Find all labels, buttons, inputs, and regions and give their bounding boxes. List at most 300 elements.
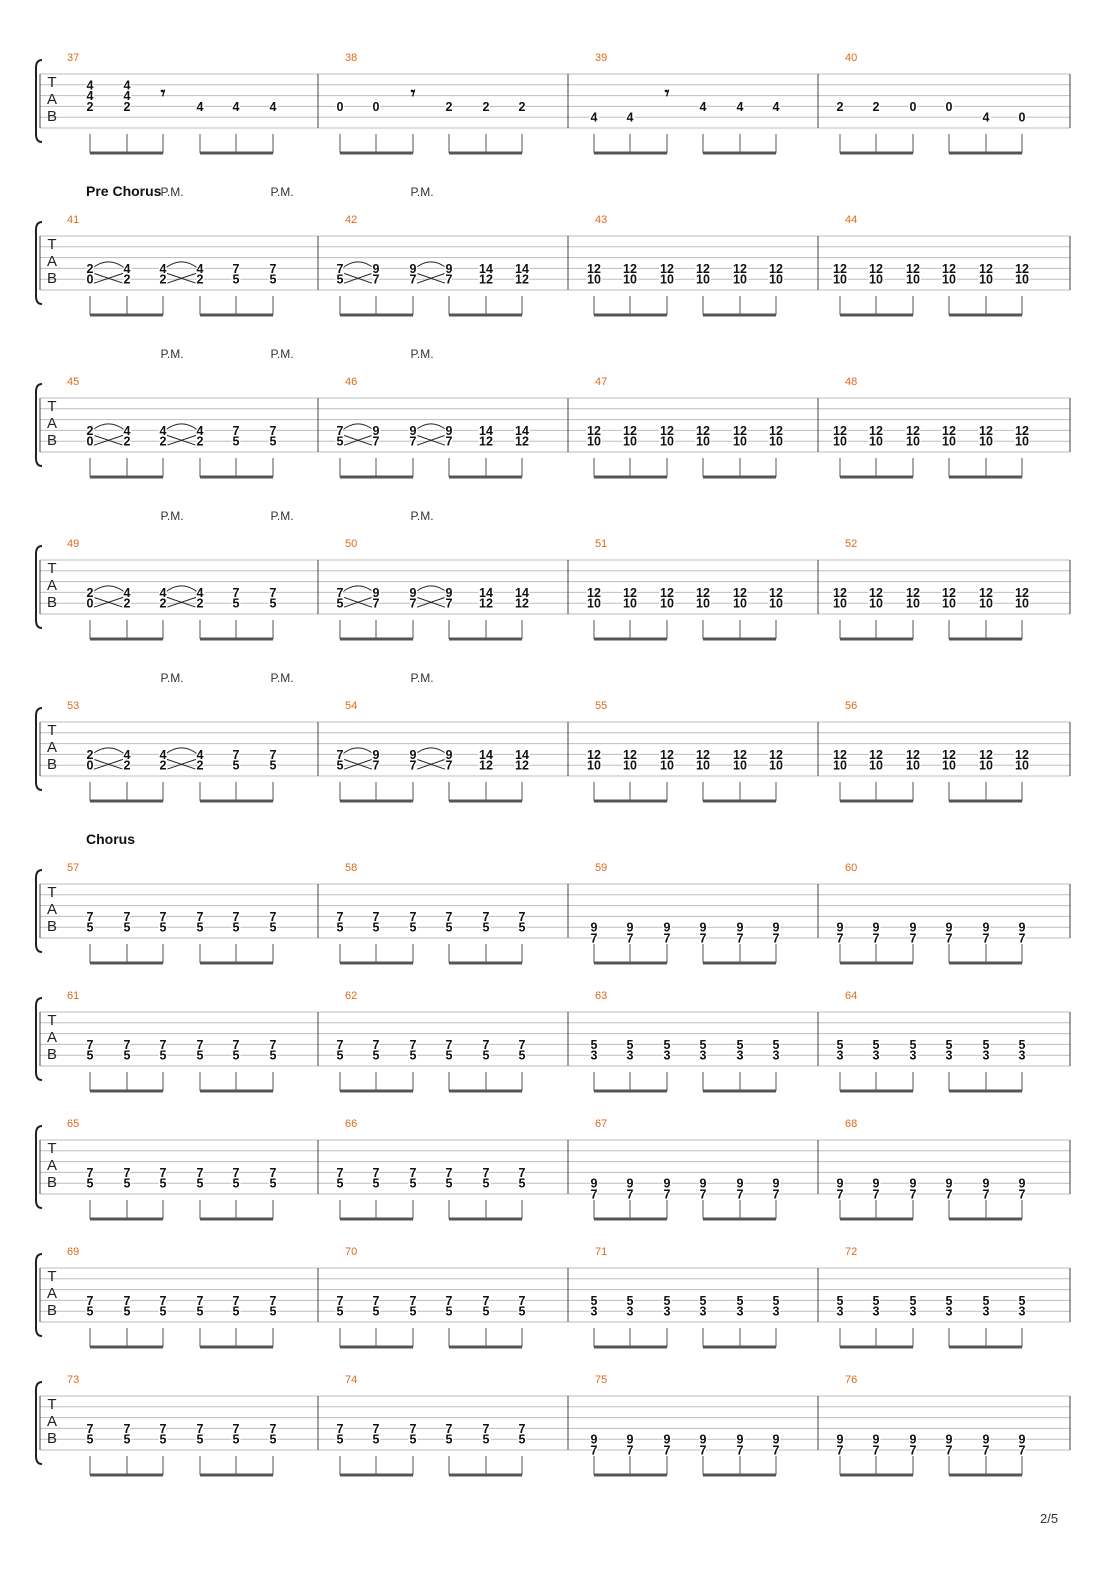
fret-number: 10 [1015,272,1029,287]
fret-number: 10 [979,272,993,287]
fret-number: 10 [623,596,637,611]
fret-number: 9 [699,920,707,935]
slide-arc [92,586,125,593]
fret-number: 3 [945,1304,953,1319]
measure [67,1374,277,1475]
fret-number: 4 [123,585,131,600]
fret-number: 9 [699,1176,707,1191]
tab-system [36,183,1070,315]
fret-number: 5 [232,272,240,287]
tab-clef-letter: A [46,253,58,270]
fret-number: 5 [945,1037,953,1052]
fret-number: 10 [769,758,783,773]
fret-number: 4 [123,261,131,276]
tab-system [36,831,1070,963]
fret-number: 7 [159,1293,167,1308]
fret-number: 7 [445,1165,453,1180]
measure-number: 56 [845,700,858,712]
fret-number: 7 [336,1165,344,1180]
measure [587,700,783,801]
fret-number: 9 [836,1432,844,1447]
fret-number: 10 [869,272,883,287]
fret-number: 7 [232,1165,240,1180]
measure-number: 76 [845,1374,858,1386]
fret-number: 7 [409,1421,417,1436]
fret-number: 3 [982,1048,990,1063]
fret-number: 5 [159,920,167,935]
fret-number: 10 [979,434,993,449]
palm-mute-marker: P.M. [410,185,434,199]
fret-number: 9 [699,1432,707,1447]
fret-number: 7 [86,1293,94,1308]
measure-number: 67 [595,1118,608,1130]
fret-number: 5 [836,1037,844,1052]
measure-number: 66 [345,1118,358,1130]
fret-number: 10 [587,596,601,611]
fret-number: 5 [196,1304,204,1319]
fret-number: 10 [769,596,783,611]
fret-number: 14 [515,261,529,276]
measure-number: 59 [595,862,608,874]
tab-clef-letter: B [46,1046,58,1063]
measure-number: 52 [845,538,858,550]
fret-number: 10 [696,434,710,449]
fret-number: 14 [479,747,493,762]
fret-number: 10 [696,272,710,287]
fret-number: 7 [445,1293,453,1308]
measure [337,862,526,963]
tab-system [36,990,1070,1091]
slide-arc [415,748,447,755]
measure-number: 70 [345,1246,358,1258]
system-bracket [36,870,42,952]
fret-number: 10 [979,758,993,773]
fret-number: 12 [479,596,493,611]
fret-number: 9 [836,1176,844,1191]
fret-number: 7 [159,1421,167,1436]
fret-number: 7 [1018,1187,1026,1202]
fret-number: 7 [945,1443,953,1458]
slide-arc [342,748,374,755]
measure [587,376,783,477]
fret-number: 7 [663,931,671,946]
fret-number: 12 [696,585,710,600]
fret-number: 5 [232,758,240,773]
fret-number: 12 [733,747,747,762]
fret-number: 7 [196,1165,204,1180]
fret-number: 5 [232,920,240,935]
fret-number: 7 [409,434,417,449]
section-label: Pre Chorus [86,183,162,199]
fret-number: 5 [159,1048,167,1063]
fret-number: 12 [869,261,883,276]
measure [67,700,277,801]
fret-number: 7 [372,1037,380,1052]
fret-number: 7 [663,1187,671,1202]
fret-number: 5 [86,1176,94,1191]
tab-system [36,671,1070,801]
tab-clef-letter: B [46,594,58,611]
fret-number: 10 [587,434,601,449]
tab-clef-letter: A [46,1029,58,1046]
fret-number: 9 [909,1432,917,1447]
fret-number: 7 [269,747,277,762]
fret-number: 7 [1018,931,1026,946]
fret-number: 10 [733,596,747,611]
tab-clef-letter: A [46,415,58,432]
fret-number: 5 [409,1048,417,1063]
fret-number: 5 [482,1176,490,1191]
fret-number: 5 [269,272,277,287]
fret-number: 7 [123,1293,131,1308]
fret-number: 4 [269,99,277,114]
fret-number: 12 [587,585,601,600]
fret-number: 3 [663,1304,671,1319]
fret-number: 5 [123,1176,131,1191]
measure [837,1246,1026,1347]
palm-mute-marker: P.M. [270,185,294,199]
fret-number: 2 [518,99,526,114]
tab-clef-letter: A [46,577,58,594]
fret-number: 7 [232,1421,240,1436]
fret-number: 2 [196,758,204,773]
fret-number: 5 [159,1304,167,1319]
measure-number: 68 [845,1118,858,1130]
measure [67,990,277,1091]
fret-number: 12 [1015,423,1029,438]
measure [591,990,780,1091]
fret-number: 5 [196,1048,204,1063]
fret-number: 4 [159,585,167,600]
fret-number: 10 [942,272,956,287]
fret-number: 9 [1018,1176,1026,1191]
measure [587,538,783,639]
system-bracket [36,546,42,628]
measure-number: 72 [845,1246,858,1258]
fret-number: 7 [336,423,344,438]
measure [837,862,1026,963]
fret-number: 4 [86,89,94,104]
fret-number: 7 [232,423,240,438]
fret-number: 7 [269,1293,277,1308]
fret-number: 7 [836,1187,844,1202]
fret-number: 2 [196,596,204,611]
measure-number: 41 [67,214,80,226]
fret-number: 5 [482,1432,490,1447]
fret-number: 7 [445,434,453,449]
fret-number: 3 [945,1048,953,1063]
fret-number: 7 [86,909,94,924]
fret-number: 7 [336,261,344,276]
fret-number: 5 [336,1432,344,1447]
fret-number: 9 [626,920,634,935]
fret-number: 10 [869,596,883,611]
fret-number: 10 [833,596,847,611]
fret-number: 3 [909,1048,917,1063]
fret-number: 12 [906,261,920,276]
fret-number: 12 [1015,261,1029,276]
fret-number: 10 [769,272,783,287]
fret-number: 12 [696,261,710,276]
measure-number: 42 [345,214,358,226]
fret-number: 5 [372,1304,380,1319]
measure-number: 54 [345,700,358,712]
fret-number: 5 [336,1304,344,1319]
fret-number: 10 [979,596,993,611]
fret-number: 7 [590,1443,598,1458]
measure [337,700,529,801]
fret-number: 5 [409,1176,417,1191]
fret-number: 5 [445,920,453,935]
fret-number: 9 [663,1176,671,1191]
fret-number: 3 [872,1048,880,1063]
fret-number: 12 [942,747,956,762]
slide-arc [92,748,125,755]
fret-number: 5 [86,1048,94,1063]
fret-number: 7 [518,1165,526,1180]
measure-number: 58 [345,862,358,874]
fret-number: 12 [587,261,601,276]
fret-number: 12 [1015,585,1029,600]
fret-number: 9 [982,1432,990,1447]
fret-number: 5 [590,1293,598,1308]
fret-number: 5 [663,1293,671,1308]
fret-number: 4 [736,99,744,114]
fret-number: 5 [159,1432,167,1447]
fret-number: 7 [909,931,917,946]
tab-clef-letter: A [46,1413,58,1430]
fret-number: 7 [232,585,240,600]
tab-clef-letter: B [46,918,58,935]
fret-number: 5 [196,920,204,935]
fret-number: 10 [906,596,920,611]
fret-number: 12 [623,261,637,276]
fret-number: 7 [518,1293,526,1308]
fret-number: 9 [872,1176,880,1191]
fret-number: 3 [1018,1304,1026,1319]
fret-number: 7 [445,272,453,287]
page-number: 2/5 [1040,1511,1059,1526]
fret-number: 12 [696,423,710,438]
fret-number: 12 [479,758,493,773]
measure [67,52,277,153]
fret-number: 12 [515,434,529,449]
tab-clef-letter: A [46,739,58,756]
fret-number: 3 [909,1304,917,1319]
fret-number: 3 [736,1048,744,1063]
fret-number: 12 [869,423,883,438]
slide-arc [342,424,374,431]
fret-number: 5 [626,1037,634,1052]
fret-number: 7 [445,758,453,773]
fret-number: 5 [482,1304,490,1319]
fret-number: 10 [906,434,920,449]
fret-number: 7 [269,1165,277,1180]
fret-number: 7 [409,272,417,287]
fret-number: 7 [626,1187,634,1202]
fret-number: 7 [518,1421,526,1436]
fret-number: 9 [1018,920,1026,935]
fret-number: 7 [518,1037,526,1052]
fret-number: 7 [909,1187,917,1202]
section-label: Chorus [86,831,135,847]
measure [591,862,780,963]
measure-number: 75 [595,1374,608,1386]
slide-arc [165,748,198,755]
fret-number: 5 [372,1176,380,1191]
fret-number: 5 [232,1176,240,1191]
measure [337,52,526,153]
tab-clef-letter: B [46,1430,58,1447]
fret-number: 12 [979,261,993,276]
measure-number: 71 [595,1246,608,1258]
fret-number: 0 [909,99,917,114]
fret-number: 7 [372,1421,380,1436]
fret-number: 5 [123,1048,131,1063]
fret-number: 10 [833,272,847,287]
fret-number: 12 [623,423,637,438]
fret-number: 5 [372,1432,380,1447]
fret-number: 10 [1015,434,1029,449]
tab-clef-letter: T [47,74,57,91]
tab-clef-letter: B [46,108,58,125]
fret-number: 3 [772,1048,780,1063]
fret-number: 2 [159,434,167,449]
fret-number: 10 [733,434,747,449]
measure [591,1118,780,1219]
fret-number: 4 [699,99,707,114]
fret-number: 5 [772,1293,780,1308]
fret-number: 5 [409,920,417,935]
fret-number: 5 [1018,1037,1026,1052]
fret-number: 5 [269,434,277,449]
fret-number: 9 [590,1432,598,1447]
fret-number: 10 [906,272,920,287]
fret-number: 7 [482,909,490,924]
fret-number: 5 [336,758,344,773]
slide-arc [165,262,198,269]
fret-number: 14 [479,261,493,276]
fret-number: 5 [372,920,380,935]
fret-number: 9 [372,585,380,600]
fret-number: 5 [336,596,344,611]
fret-number: 10 [906,758,920,773]
fret-number: 7 [232,1293,240,1308]
fret-number: 7 [196,1421,204,1436]
fret-number: 12 [869,747,883,762]
fret-number: 7 [269,1421,277,1436]
fret-number: 5 [982,1037,990,1052]
fret-number: 7 [982,1443,990,1458]
fret-number: 9 [982,920,990,935]
fret-number: 7 [372,434,380,449]
fret-number: 7 [482,1421,490,1436]
fret-number: 7 [982,931,990,946]
fret-number: 5 [518,1304,526,1319]
fret-number: 2 [159,758,167,773]
measure-number: 61 [67,990,80,1002]
fret-number: 0 [86,758,94,773]
fret-number: 12 [979,747,993,762]
palm-mute-marker: P.M. [160,185,184,199]
fret-number: 5 [269,596,277,611]
tab-clef-letter: B [46,1302,58,1319]
slide-arc [165,424,198,431]
fret-number: 4 [626,110,634,125]
fret-number: 14 [515,423,529,438]
measure [67,1246,277,1347]
fret-number: 7 [86,1421,94,1436]
fret-number: 4 [196,585,204,600]
fret-number: 4 [86,78,94,93]
fret-number: 2 [86,585,94,600]
eighth-rest-symbol: 𝄾 [664,83,670,103]
slide-arc [415,262,447,269]
system-bracket [36,222,42,304]
fret-number: 7 [336,747,344,762]
fret-number: 12 [479,272,493,287]
measure-number: 63 [595,990,608,1002]
measure-number: 43 [595,214,608,226]
fret-number: 7 [372,909,380,924]
slide-arc [415,586,447,593]
fret-number: 9 [945,1176,953,1191]
fret-number: 9 [409,423,417,438]
fret-number: 7 [982,1187,990,1202]
slide-arc [342,586,374,593]
fret-number: 3 [982,1304,990,1319]
fret-number: 5 [86,1304,94,1319]
fret-number: 12 [979,585,993,600]
measure [833,214,1029,315]
tab-clef-letter: T [47,722,57,739]
fret-number: 2 [445,99,453,114]
fret-number: 5 [196,1176,204,1191]
fret-number: 7 [159,909,167,924]
fret-number: 9 [626,1176,634,1191]
tab-clef-letter: T [47,1268,57,1285]
fret-number: 12 [769,585,783,600]
measure [67,1118,277,1219]
tab-clef-letter: B [46,432,58,449]
fret-number: 5 [269,1176,277,1191]
fret-number: 10 [942,434,956,449]
fret-number: 5 [269,1304,277,1319]
fret-number: 0 [86,272,94,287]
fret-number: 10 [623,434,637,449]
measure [67,376,277,477]
measure [67,214,277,315]
fret-number: 3 [590,1304,598,1319]
fret-number: 5 [336,272,344,287]
fret-number: 10 [587,272,601,287]
fret-number: 5 [1018,1293,1026,1308]
fret-number: 9 [1018,1432,1026,1447]
fret-number: 5 [269,1432,277,1447]
measure [337,990,526,1091]
fret-number: 7 [159,1165,167,1180]
measure-number: 45 [67,376,80,388]
fret-number: 12 [769,423,783,438]
fret-number: 7 [196,1293,204,1308]
fret-number: 7 [336,909,344,924]
fret-number: 2 [196,434,204,449]
measure [67,538,277,639]
fret-number: 7 [196,909,204,924]
fret-number: 7 [445,1037,453,1052]
fret-number: 10 [733,272,747,287]
fret-number: 4 [772,99,780,114]
